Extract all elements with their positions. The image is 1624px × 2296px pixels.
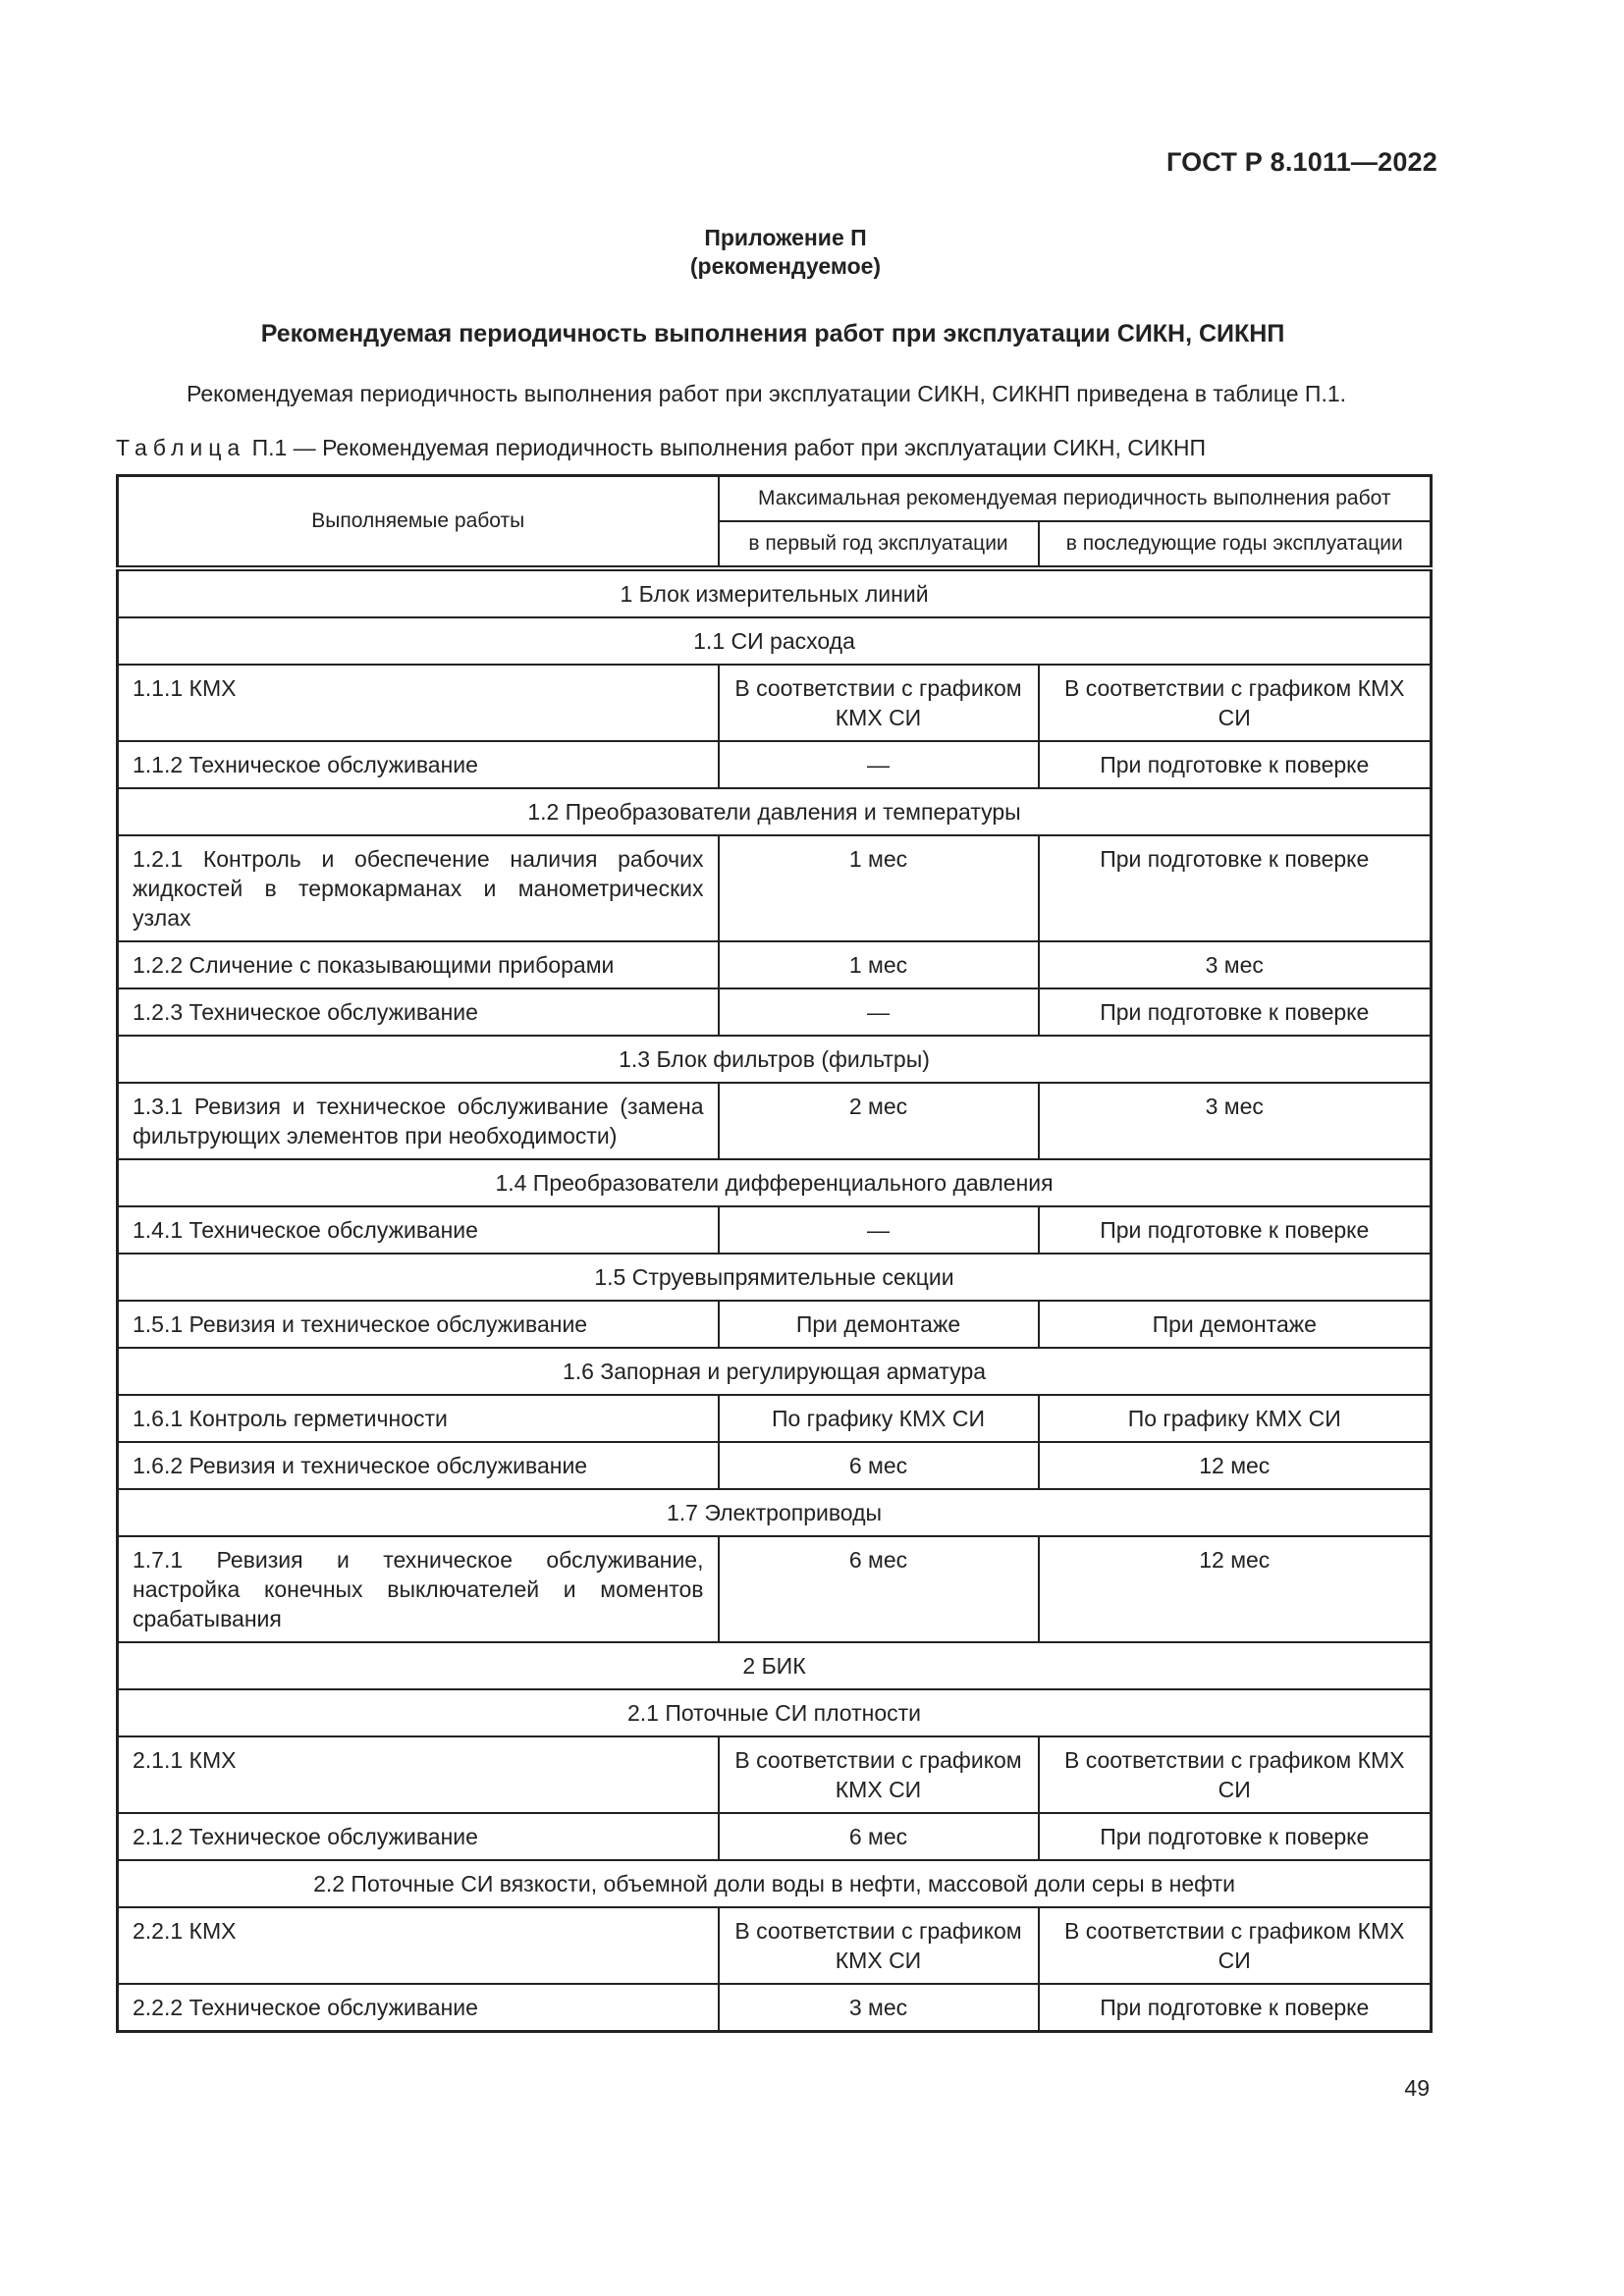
work-cell: 1.4.1 Техническое обслуживание — [118, 1206, 719, 1254]
work-cell: 1.2.3 Техническое обслуживание — [118, 988, 719, 1036]
next-years-cell: При подготовке к поверке — [1039, 835, 1432, 941]
first-year-cell: При демонтаже — [719, 1301, 1039, 1348]
work-cell: 2.2.2 Техническое обслуживание — [118, 1984, 719, 2032]
work-cell: 1.2.2 Сличение с показывающими приборами — [118, 941, 719, 988]
section-row — [118, 1348, 1432, 1395]
next-years-cell: При подготовке к поверке — [1039, 741, 1432, 788]
table-caption — [116, 435, 1206, 461]
next-years-cell: В соответствии с графиком КМХ СИ — [1039, 1736, 1432, 1813]
next-years-cell: 12 мес — [1039, 1442, 1432, 1489]
section-row — [118, 1689, 1432, 1736]
first-year-cell: 6 мес — [719, 1813, 1039, 1860]
header-group: Максимальная рекомендуемая периодичность выполнения работ — [719, 476, 1432, 522]
next-years-cell: При демонтаже — [1039, 1301, 1432, 1348]
next-years-cell: При подготовке к поверке — [1039, 1206, 1432, 1254]
standard-code: ГОСТ Р 8.1011—2022 — [1165, 147, 1437, 177]
table-row — [118, 665, 1432, 741]
work-cell: 1.6.2 Ревизия и техническое обслуживание — [118, 1442, 719, 1489]
table-caption-text: П.1 — Рекомендуемая периодичность выполнения работ при эксплуатации СИКН, СИКНП — [245, 435, 1206, 460]
table-row — [118, 1907, 1432, 1984]
next-years-cell: В соответствии с графиком КМХ СИ — [1039, 1907, 1432, 1984]
next-years-cell: 3 мес — [1039, 1083, 1432, 1159]
section-title: Рекомендуемая периодичность выполнения работ при эксплуатации СИКН, СИКНП — [260, 320, 1285, 347]
table-row — [118, 1395, 1432, 1442]
work-cell: 1.3.1 Ревизия и техническое обслуживание (замена фильтрующих элементов при необходимости) — [118, 1083, 719, 1159]
work-cell: 1.6.1 Контроль герметичности — [118, 1395, 719, 1442]
work-cell: 1.5.1 Ревизия и техническое обслуживание — [118, 1301, 719, 1348]
first-year-cell: — — [719, 1206, 1039, 1254]
next-years-cell: 3 мес — [1039, 941, 1432, 988]
first-year-cell: 3 мес — [719, 1984, 1039, 2032]
work-cell: 1.1.1 КМХ — [118, 665, 719, 741]
section-label: 1.7 Электроприводы — [118, 1489, 1432, 1536]
first-year-cell: 1 мес — [719, 941, 1039, 988]
next-years-cell: При подготовке к поверке — [1039, 1984, 1432, 2032]
table-row — [118, 1206, 1432, 1254]
table-body — [118, 568, 1432, 2032]
section-label: 1.6 Запорная и регулирующая арматура — [118, 1348, 1432, 1395]
section-row — [118, 617, 1432, 665]
appendix-label: Приложение П — [704, 225, 867, 250]
periodicity-table — [116, 474, 1433, 2033]
next-years-cell: По графику КМХ СИ — [1039, 1395, 1432, 1442]
first-year-cell: В соответствии с графиком КМХ СИ — [719, 1907, 1039, 1984]
header-next-years: в последующие годы эксплуатации — [1039, 521, 1432, 568]
first-year-cell: 6 мес — [719, 1442, 1039, 1489]
header-work: Выполняемые работы — [118, 476, 719, 569]
section-label: 1.5 Струевыпрямительные секции — [118, 1254, 1432, 1301]
table-row — [118, 835, 1432, 941]
section-label: 2.2 Поточные СИ вязкости, объемной доли воды в нефти, массовой доли серы в нефти — [118, 1860, 1432, 1907]
first-year-cell: В соответствии с графиком КМХ СИ — [719, 1736, 1039, 1813]
table-row — [118, 1813, 1432, 1860]
section-label: 1.1 СИ расхода — [118, 617, 1432, 665]
section-row — [118, 1642, 1432, 1689]
intro-paragraph: Рекомендуемая периодичность выполнения работ при эксплуатации СИКН, СИКНП приведена в таблице П.1. — [187, 381, 1347, 406]
appendix-heading — [0, 224, 1571, 281]
next-years-cell: При подготовке к поверке — [1039, 1813, 1432, 1860]
next-years-cell: 12 мес — [1039, 1536, 1432, 1642]
section-row — [118, 1036, 1432, 1083]
work-cell: 1.2.1 Контроль и обеспечение наличия рабочих жидкостей в термокарманах и манометрических узлах — [118, 835, 719, 941]
table-row — [118, 1984, 1432, 2032]
work-cell: 2.2.1 КМХ — [118, 1907, 719, 1984]
first-year-cell: 6 мес — [719, 1536, 1039, 1642]
work-cell: 1.7.1 Ревизия и техническое обслуживание, настройка конечных выключателей и моментов срабатывания — [118, 1536, 719, 1642]
section-row — [118, 1159, 1432, 1206]
section-label: 1.3 Блок фильтров (фильтры) — [118, 1036, 1432, 1083]
section-row — [118, 568, 1432, 617]
section-row — [118, 788, 1432, 835]
table-row — [118, 1083, 1432, 1159]
table-row — [118, 741, 1432, 788]
page-number: 49 — [1404, 2075, 1430, 2101]
first-year-cell: — — [719, 741, 1039, 788]
table-row — [118, 1301, 1432, 1348]
table-row — [118, 1536, 1432, 1642]
table-row — [118, 1442, 1432, 1489]
first-year-cell: В соответствии с графиком КМХ СИ — [719, 665, 1039, 741]
section-row — [118, 1489, 1432, 1536]
section-label: 2 БИК — [118, 1642, 1432, 1689]
appendix-status: (рекомендуемое) — [689, 253, 882, 279]
header-first-year: в первый год эксплуатации — [719, 521, 1039, 568]
first-year-cell: — — [719, 988, 1039, 1036]
work-cell: 1.1.2 Техническое обслуживание — [118, 741, 719, 788]
section-label: 1 Блок измерительных линий — [118, 568, 1432, 617]
work-cell: 2.1.2 Техническое обслуживание — [118, 1813, 719, 1860]
next-years-cell: В соответствии с графиком КМХ СИ — [1039, 665, 1432, 741]
table-row — [118, 1736, 1432, 1813]
first-year-cell: 2 мес — [719, 1083, 1039, 1159]
table-row — [118, 941, 1432, 988]
table-row — [118, 988, 1432, 1036]
section-row — [118, 1860, 1432, 1907]
section-row — [118, 1254, 1432, 1301]
section-label: 1.4 Преобразователи дифференциального давления — [118, 1159, 1432, 1206]
section-label: 2.1 Поточные СИ плотности — [118, 1689, 1432, 1736]
next-years-cell: При подготовке к поверке — [1039, 988, 1432, 1036]
section-label: 1.2 Преобразователи давления и температуры — [118, 788, 1432, 835]
table-caption-prefix: Таблица — [116, 435, 246, 460]
first-year-cell: По графику КМХ СИ — [719, 1395, 1039, 1442]
work-cell: 2.1.1 КМХ — [118, 1736, 719, 1813]
first-year-cell: 1 мес — [719, 835, 1039, 941]
